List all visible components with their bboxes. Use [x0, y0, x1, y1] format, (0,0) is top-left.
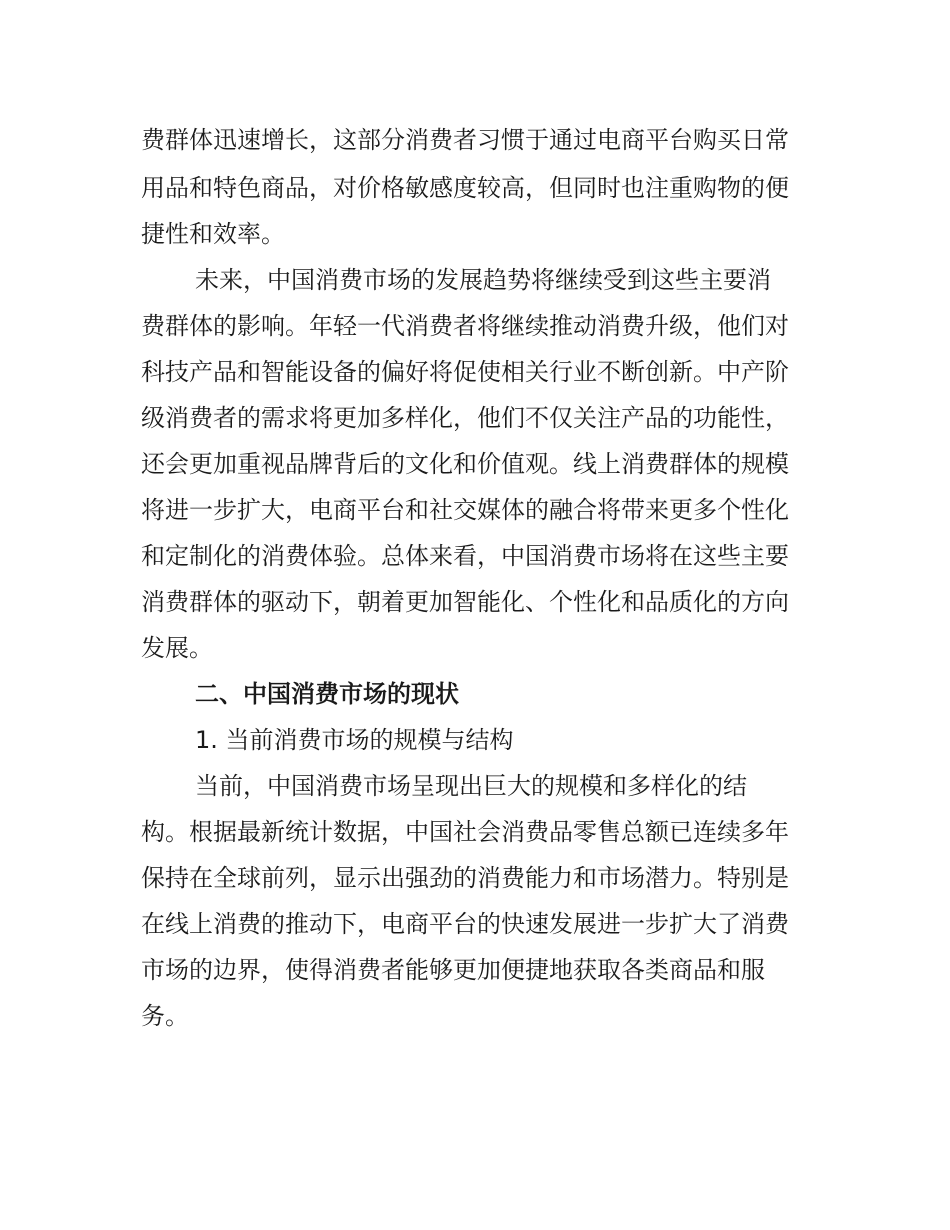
- text-line-19: 市场的边界，使得消费者能够更加便捷地获取各类商品和服: [141, 956, 765, 984]
- text-line-8: 还会更加重视品牌背后的文化和价值观。线上消费群体的规模: [141, 450, 789, 478]
- text-line-9: 将进一步扩大，电商平台和社交媒体的融合将带来更多个性化: [141, 496, 789, 524]
- text-line-2: 用品和特色商品，对价格敏感度较高，但同时也注重购物的便: [141, 174, 789, 202]
- text-line-17: 保持在全球前列，显示出强劲的消费能力和市场潜力。特别是: [141, 864, 789, 892]
- text-line-15: 当前，中国消费市场呈现出巨大的规模和多样化的结: [195, 772, 747, 800]
- text-line-6: 科技产品和智能设备的偏好将促使相关行业不断创新。中产阶: [141, 358, 789, 386]
- text-line-20: 务。: [141, 1002, 189, 1030]
- subsection-heading: 1. 当前消费市场的规模与结构: [195, 726, 514, 754]
- text-line-11: 消费群体的驱动下，朝着更加智能化、个性化和品质化的方向: [141, 588, 789, 616]
- text-line-4: 未来，中国消费市场的发展趋势将继续受到这些主要消: [195, 266, 771, 294]
- text-line-7: 级消费者的需求将更加多样化，他们不仅关注产品的功能性，: [141, 404, 789, 432]
- text-line-5: 费群体的影响。年轻一代消费者将继续推动消费升级，他们对: [141, 312, 789, 340]
- text-line-10: 和定制化的消费体验。总体来看，中国消费市场将在这些主要: [141, 542, 789, 570]
- text-line-1: 费群体迅速增长，这部分消费者习惯于通过电商平台购买日常: [141, 126, 789, 154]
- text-line-3: 捷性和效率。: [141, 220, 285, 248]
- text-line-12: 发展。: [141, 634, 213, 662]
- section-heading: 二、中国消费市场的现状: [195, 680, 459, 708]
- text-line-18: 在线上消费的推动下，电商平台的快速发展进一步扩大了消费: [141, 910, 789, 938]
- text-line-16: 构。根据最新统计数据，中国社会消费品零售总额已连续多年: [141, 818, 789, 846]
